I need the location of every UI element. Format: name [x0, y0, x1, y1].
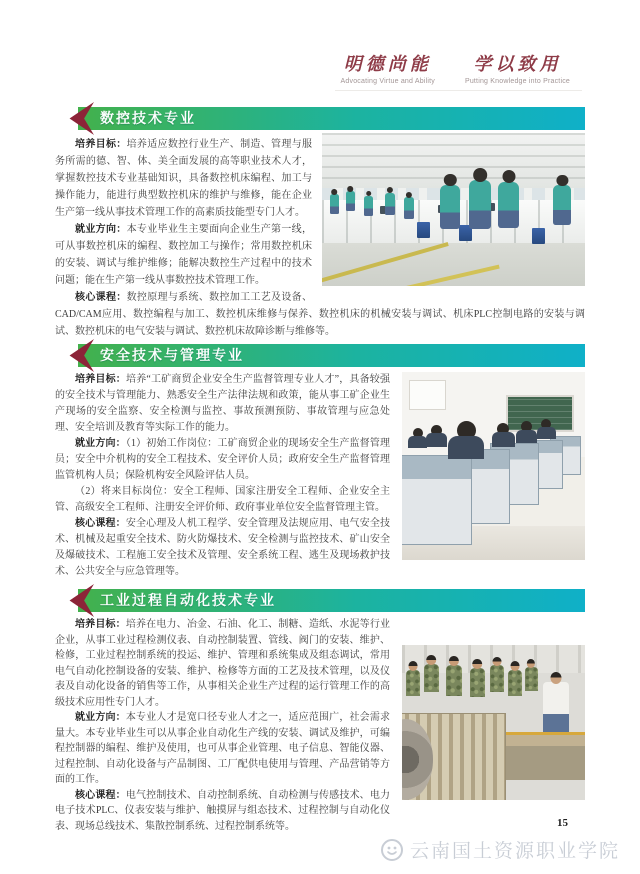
- section-title-cnc: 数控技术专业: [100, 110, 196, 126]
- photo-student-figure: [470, 668, 485, 697]
- paragraph-label: 就业方向：: [75, 712, 126, 723]
- photo-student-figure: [446, 665, 462, 695]
- photo-student-figure: [508, 670, 522, 697]
- photo-tool-cart: [417, 222, 430, 238]
- photo-student-figure: [490, 665, 504, 692]
- paragraph-text: （2）将来目标岗位：安全工程师、国家注册安全工程师、企业安全主管、高级安全工程师、注册安全评价师、政府事业单位安全监督管理主管。: [55, 486, 390, 513]
- header-divider: [335, 90, 582, 91]
- paragraph-label: 就业方向：: [75, 224, 127, 235]
- paragraph-text: （1）初始工作岗位：工矿商贸企业的现场安全生产监督管理员；安全中介机构的安全工程技术、安全评价人员；政府安全生产监督管理监管机构人员；保险机构安全风险评估人员。: [55, 438, 391, 481]
- paragraph-text: 安全心理及人机工程学、安全管理及法规应用、电气安全技术、机械及起重安全技术、防火防爆技术、安全检测与监控技术、矿山安全及爆破技术、工程施工安全技术及管理、安全系统工程、逃生及现场救护技术、公共安全与应急管理等。: [55, 518, 391, 577]
- section-title-automation: 工业过程自动化技术专业: [100, 592, 276, 608]
- school-name: 云南国土资源职业学院: [409, 841, 620, 862]
- paragraph-label: 培养目标：: [75, 139, 127, 150]
- paragraph-label: 培养目标：: [75, 619, 126, 630]
- photo-workbench: [494, 732, 586, 746]
- photo-student-figure: [440, 185, 460, 229]
- section-body-automation: [55, 617, 585, 834]
- paragraph-label: 核心课程：: [75, 789, 126, 801]
- photo-student-figure: [498, 182, 519, 228]
- section-header-automation: [78, 589, 585, 612]
- paragraph-text: 培养“工矿商贸企业安全生产监督管理专业人才”，具备较强的安全技术与管理能力、熟悉安全生产法律法规和政策，能从事工矿企业生产现场的安全监察、安全检测与监控、事故预测预防、事故管理与应急处理、安全培训及教育等实际工作的能力。: [55, 374, 391, 433]
- section-body-cnc: [55, 136, 585, 340]
- photo-student-head: [497, 423, 509, 435]
- motto-text-1: 明德尚能: [343, 54, 432, 75]
- photo-student-head: [541, 419, 551, 429]
- paragraph-text: 电气控制技术、自动控制系统、自动检测与传感技术、电力电子技术PLC、仪表安装与维护、触摸屏与组态技术、过程控制与自动化仪表、现场总线技术、集散控制系统、过程控制系统等。: [55, 789, 391, 832]
- automation-training-photo: [402, 645, 585, 800]
- photo-student-figure: [385, 193, 395, 215]
- ribbon-icon: [68, 339, 94, 372]
- paragraph-text: 数控原理与系统、数控加工工艺及设备、CAD/CAM应用、数控编程与加工、数控机床维修与保养、数控机床的机械安装与调试、机床PLC控制电路的安装与调试、数控机床的电气安装与调试、数控机床故障诊断与维修等。: [55, 292, 585, 337]
- photo-workstation: [402, 455, 472, 545]
- photo-tool-cart: [532, 228, 545, 244]
- photo-student-figure: [424, 664, 439, 693]
- cnc-workshop-photo: [322, 133, 585, 286]
- photo-student-figure: [404, 197, 414, 219]
- photo-student-figure: [553, 185, 571, 225]
- school-logo-icon: [380, 838, 404, 862]
- section-body-safety: [55, 372, 585, 580]
- photo-student-head: [413, 428, 423, 438]
- school-logo: [380, 836, 620, 863]
- ribbon-icon: [68, 584, 94, 617]
- motto-caption-1: Advocating Virtue and Ability: [340, 78, 435, 85]
- photo-student-figure: [469, 180, 491, 228]
- paragraph-label: 就业方向：: [75, 438, 126, 449]
- page-number: 15: [557, 817, 568, 829]
- photo-student-figure: [525, 667, 538, 692]
- paragraph-label: 培养目标：: [75, 374, 126, 385]
- photo-student-head: [521, 421, 532, 432]
- school-motto: [341, 50, 570, 85]
- section-header-cnc: [78, 107, 585, 130]
- paragraph-label: 核心课程：: [75, 292, 127, 303]
- paragraph-text: 本专业人才是宽口径专业人才之一，适应范围广，社会需求量大。本专业毕业生可以从事企业自动化生产线的安装、调试及维护，可编程控制器的编程、维护及使用，也可从事企业管理、电子信息、智能仪器、过程控制、自动化设备与产品制图、工厂配供电使用与管理、产品营销等方面的工作。: [55, 712, 391, 785]
- photo-floor: [322, 243, 585, 286]
- motto-item-1: [341, 50, 435, 85]
- safety-lab-classroom-photo: [402, 372, 585, 560]
- photo-student-figure: [406, 670, 420, 697]
- paragraph-courses: [55, 289, 585, 340]
- photo-workbench-base: [501, 746, 585, 780]
- motto-item-2: [465, 50, 570, 85]
- photo-student-head: [457, 421, 476, 440]
- motto-text-2: 学以致用: [473, 54, 562, 75]
- photo-window: [409, 380, 446, 410]
- paragraph-text: 本专业毕业生主要面向企业生产第一线，可从事数控机床的编程、数控加工与操作；常用数控机床的安装、调试与维护维修；能解决数控生产过程中的技术问题；能在生产第一线从事数控技术管理工作。: [55, 224, 313, 286]
- photo-student-figure: [364, 196, 373, 216]
- photo-student-head: [431, 425, 442, 436]
- section-header-safety: [78, 344, 585, 367]
- motto-caption-2: Putting Knowledge into Practice: [464, 78, 570, 85]
- paragraph-text: 培养在电力、冶金、石油、化工、制糖、造纸、水泥等行业企业，从事工业过程检测仪表、自动控制装置、管线、阀门的安装、维护、检修，工业过程控制系统的投运、维护、管理和系统集成及组态调试，常用电气自动化控制设备的安装、维护、检修等方面的工艺及技术管理，以及仪表及自动化设备的销售等工作，从事相关企业生产过程的运行管理工作的高级技术应用性专门人才。: [55, 619, 391, 708]
- photo-student-figure: [346, 191, 355, 211]
- paragraph-label: 核心课程：: [75, 518, 126, 529]
- photo-student-figure: [330, 194, 339, 214]
- paragraph-text: 培养适应数控行业生产、制造、管理与服务所需的德、智、体、美全面发展的高等职业技术人才，掌握数控技术专业基础知识，具备数控机床编程、加工与操作能力，能进行典型数控机床的维护与维修，能在企业生产第一线从事技术管理工作的高素质技能型专门人才。: [55, 139, 313, 218]
- section-title-safety: 安全技术与管理专业: [100, 347, 244, 363]
- ribbon-icon: [68, 102, 94, 135]
